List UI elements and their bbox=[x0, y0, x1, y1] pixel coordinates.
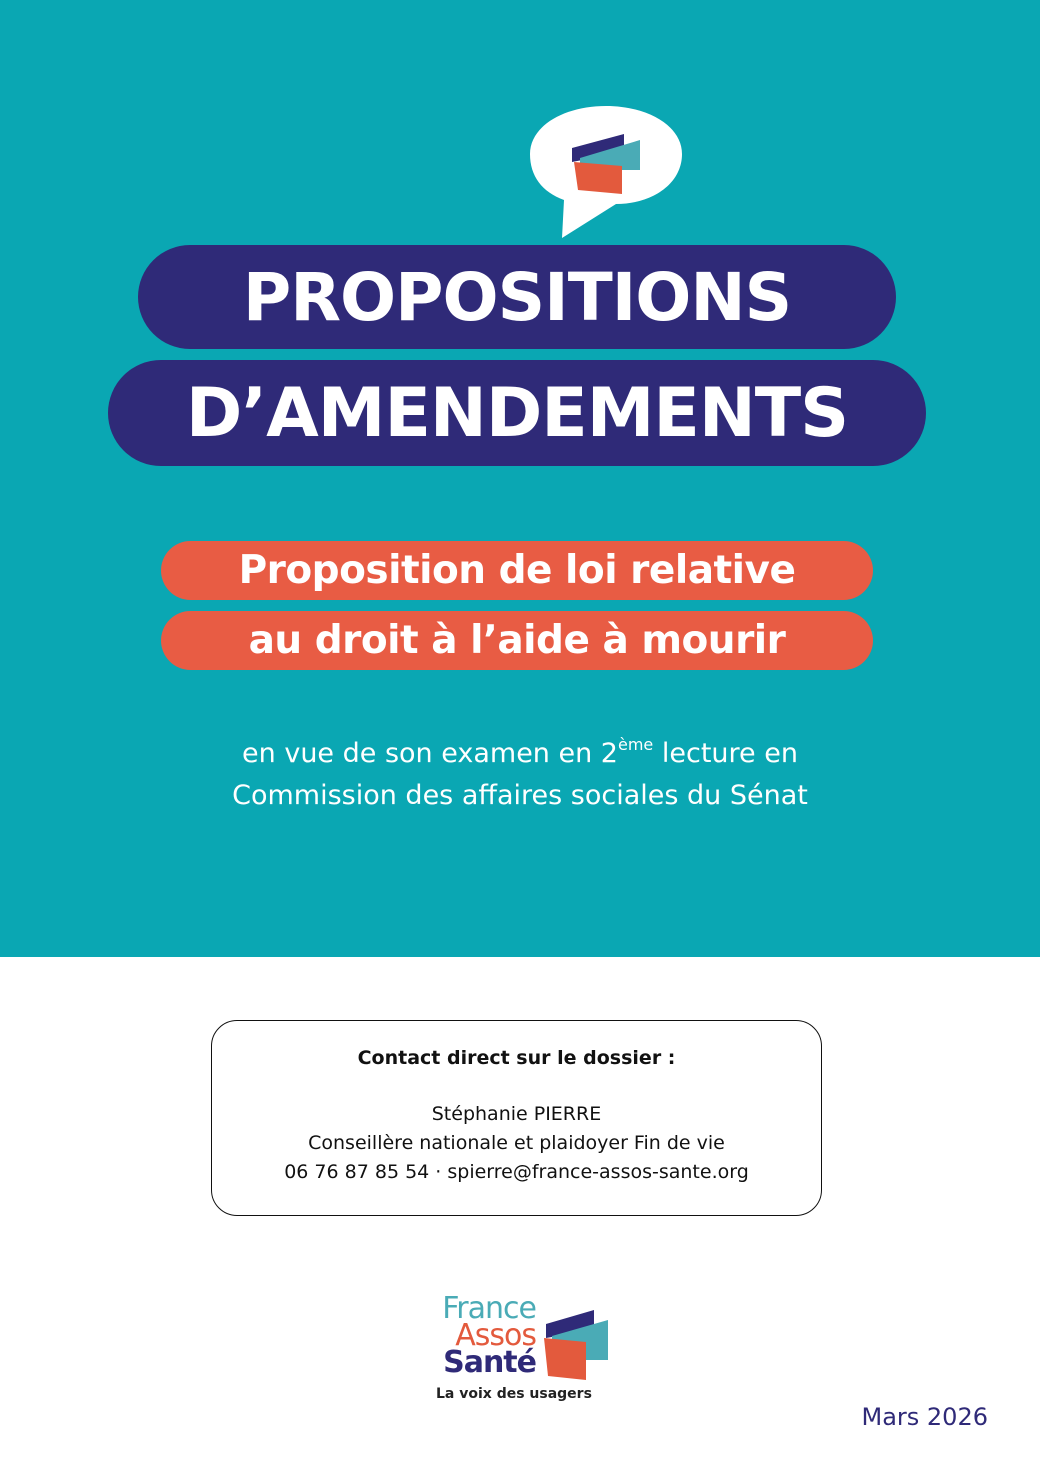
intro-line-2: Commission des affaires sociales du Sénat bbox=[232, 780, 808, 811]
intro-superscript: ème bbox=[618, 735, 654, 754]
title-line-1: PROPOSITIONS bbox=[138, 245, 896, 349]
contact-phone-email[interactable]: 06 76 87 85 54 · spierre@france-assos-sante.org bbox=[284, 1161, 749, 1183]
intro-text-after: lecture en bbox=[653, 738, 798, 769]
logo-text-france: France bbox=[442, 1291, 536, 1326]
speech-bubble-icon bbox=[528, 104, 684, 242]
france-assos-sante-logo bbox=[418, 1290, 618, 1416]
contact-role: Conseillère nationale et plaidoyer Fin de vie bbox=[308, 1132, 725, 1154]
contact-heading: Contact direct sur le dossier : bbox=[357, 1047, 676, 1069]
logo-text-assos: Assos bbox=[455, 1318, 536, 1353]
intro-line-1 bbox=[0, 734, 1040, 777]
subtitle-line-1: Proposition de loi relative bbox=[161, 541, 873, 600]
logo-text-sante: Santé bbox=[443, 1345, 536, 1380]
logo-mark-icon bbox=[540, 1308, 610, 1382]
logo-tagline: La voix des usagers bbox=[436, 1386, 592, 1402]
publication-date: Mars 2026 bbox=[861, 1403, 988, 1431]
contact-box bbox=[211, 1020, 822, 1216]
contact-name: Stéphanie PIERRE bbox=[431, 1103, 602, 1125]
title-line-2: D’AMENDEMENTS bbox=[108, 360, 926, 466]
intro-text-before: en vue de son examen en 2 bbox=[242, 738, 618, 769]
subtitle-line-2: au droit à l’aide à mourir bbox=[161, 611, 873, 670]
